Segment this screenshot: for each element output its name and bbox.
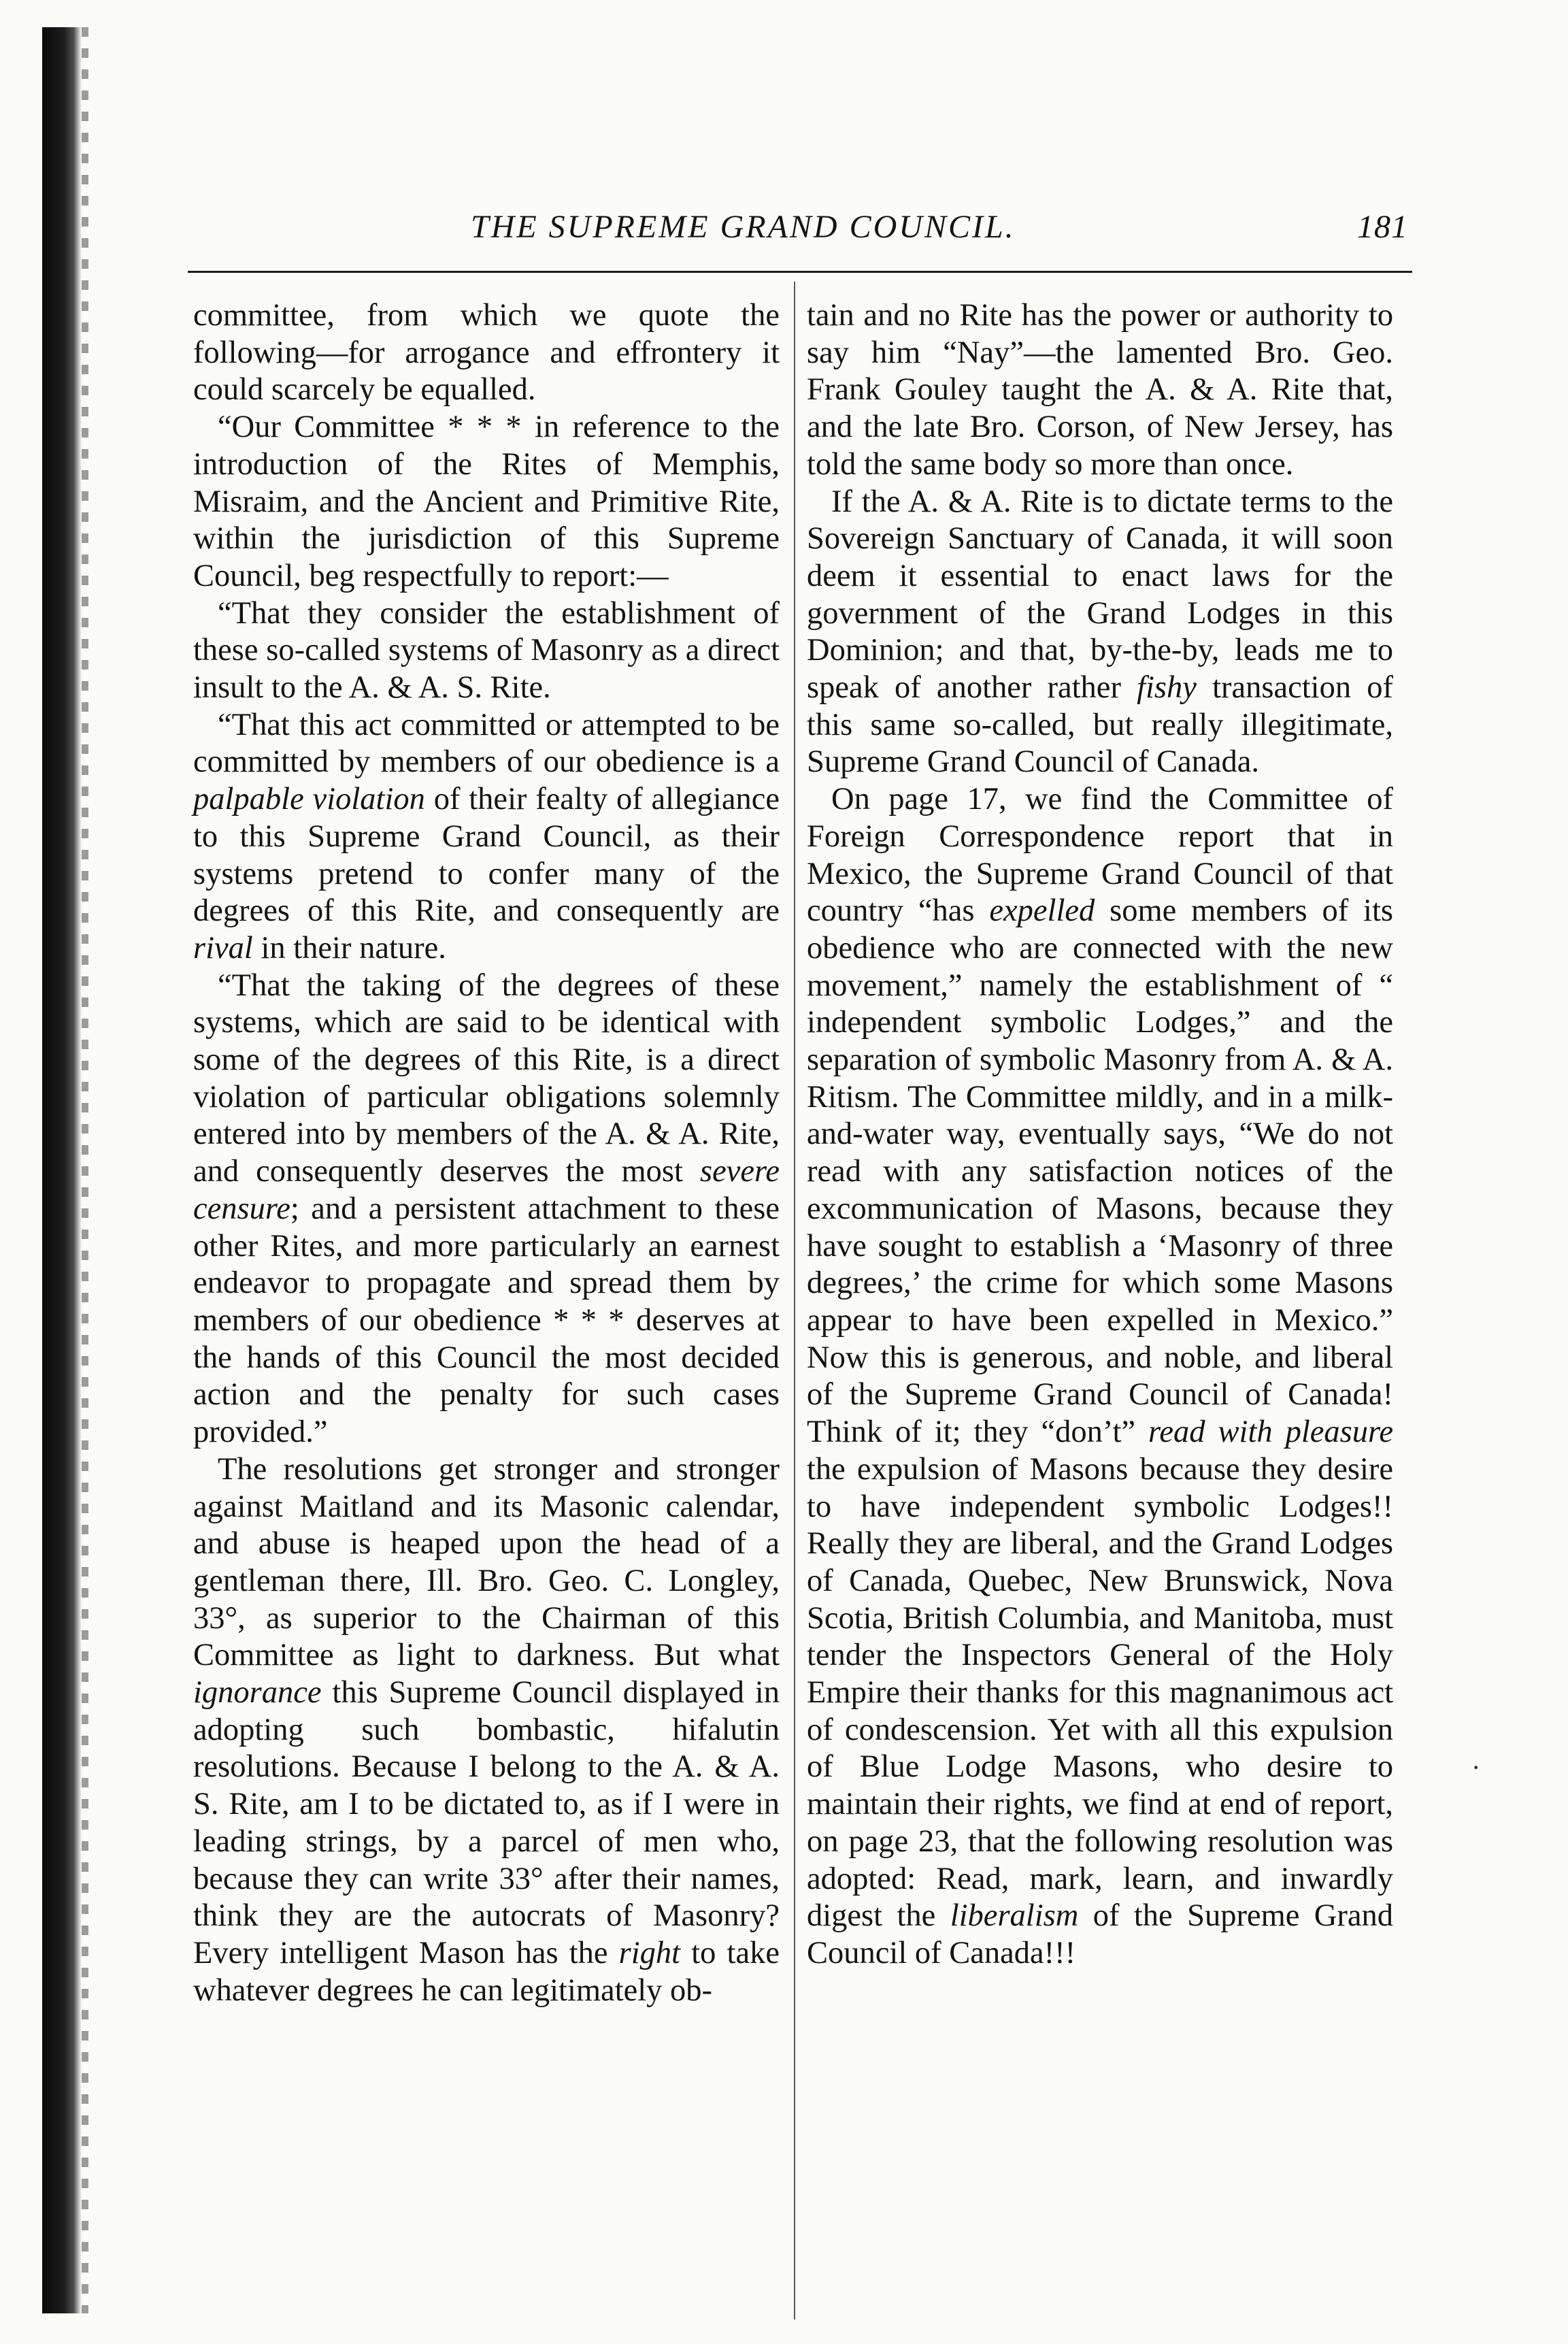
text-run: “That the taking of the degrees of these systems, which are said to be identical with some of the degrees of this Rite, is a direct violation of particular obligations solemnly entered into by members of the A. & A. Rite, and consequently deserves the most [193,968,780,1189]
running-head: THE SUPREME GRAND COUNCIL. [471,209,1016,245]
paragraph [807,781,1393,1972]
italic-run: rival [193,930,253,965]
paragraph [193,1451,780,2010]
text-run: of the Supreme Grand Council of Canada!!! [807,1898,1393,1970]
italic-run: palpable violation [193,782,425,817]
page-number: 181 [1357,209,1408,245]
text-run: the expulsion of Masons because they desire to have independent symbolic Lodges!! Really they are liberal, and the Grand Lodges of Canada, Quebec, New Brunswick, Nova Scotia, British Columbia, and Manitoba, must tender the Inspectors General of the Holy Empire their thanks for this magnanimous act of condescension. Yet with all this expulsion of Blue Lodge Masons, who desire to maintain their rights, we find at end of report, on page 23, that the following resolution was adopted: Read, mark, learn, and inwardly digest the [807,1451,1393,1934]
text-run: transaction of this same so-called, but really illegitimate, Supreme Grand Council of Canada. [807,670,1393,780]
text-run: in their nature. [252,930,446,965]
italic-run: read with pleasure [1148,1415,1394,1450]
page-header [435,208,1408,260]
book-binding-edge [42,27,82,2313]
margin-dot: · [1471,1752,1481,1783]
paragraph [193,297,780,409]
text-run: tain and no Rite has the power or authority to say him “Nay”—the lamented Bro. Geo. Frank Gouley taught the A. & A. Rite that, and the late Bro. Corson, of New Jersey, has told the same body so more than once. [807,298,1393,482]
paragraph [193,595,780,707]
italic-run: expelled [989,893,1095,929]
column-divider [794,282,795,2320]
text-run: ; and a persistent attachment to these other Rites, and more particularly an earnest endeavor to propagate and spread them by members of our obedience * * * deserves at the hands of this Council the most decided action and the penalty for such cases provided.” [193,1191,780,1450]
text-run: “That this act committed or attempted to be committed by members of our obedience is a [193,707,780,780]
paragraph [193,707,780,968]
italic-run: severe censure [193,1154,780,1226]
text-run: “Our Committee * * * in reference to the introduction of the Rites of Memphis, Misraim, and the Ancient and Primitive Rite, within the jurisdiction of this Supreme Council, beg respectfully to report:— [193,410,780,593]
text-run: On page 17, we find the Committee of Foreign Correspondence report that in Mexico, the Supreme Grand Council of that country “has [807,782,1393,929]
text-run: committee, from which we quote the following—for arrogance and effrontery it could scarcely be equalled. [193,298,780,408]
paragraph [807,484,1393,782]
italic-run: ignorance [193,1675,322,1711]
italic-run: fishy [1137,670,1197,706]
text-run: this Supreme Council displayed in adopting such bombastic, hifalutin resolutions. Because I belong to the A. & A. S. Rite, am I to be dictated to, as if I were in leading strings, by a parcel of men who, because they can write 33° after their names, think they are the autocrats of Masonry? Every intelligent Mason has the [193,1675,780,1970]
italic-run: right [618,1935,681,1970]
text-run: The resolutions get stronger and stronger against Maitland and its Masonic calendar, and abuse is heaped upon the head of a gentleman there, Ill. Bro. Geo. C. Longley, 33°, as superior to the Chairman of this Committee as light to darkness. But what [193,1451,780,1673]
text-run: If the A. & A. Rite is to dictate terms to the Sovereign Sanctuary of Canada, it will soon deem it essential to enact laws for the government of the Grand Lodges in this Dominion; and that, by-the-by, leads me to speak of another rather [807,484,1393,706]
paragraph [193,968,780,1451]
text-run: of their fealty of allegiance to this Supreme Grand Council, as their systems pretend to confer many of the degrees of this Rite, and consequently are [193,782,780,929]
italic-run: liberalism [950,1898,1079,1934]
left-column [193,297,780,2311]
header-rule [188,271,1412,273]
paragraph [807,297,1393,484]
right-column [807,297,1393,2311]
text-run: to take whatever degrees he can legitimately ob- [193,1935,780,2008]
text-run: some members of its obedience who are connected with the new movement,” namely the establishment of “ independent symbolic Lodges,” and the separation of symbolic Masonry from A. & A. Ritism. The Committee mildly, and in a milk-and-water way, eventually says, “We do not read with any satisfaction notices of the excommunication of Masons, because they have sought to establish a ‘Masonry of three degrees,’ the crime for which some Masons appear to have been expelled in Mexico.” Now this is generous, and noble, and liberal of the Supreme Grand Council of Canada! Think of it; they “don’t” [807,893,1393,1450]
paragraph [193,409,780,595]
text-run: “That they consider the establishment of these so-called systems of Masonry as a direct insult to the A. & A. S. Rite. [193,595,780,706]
